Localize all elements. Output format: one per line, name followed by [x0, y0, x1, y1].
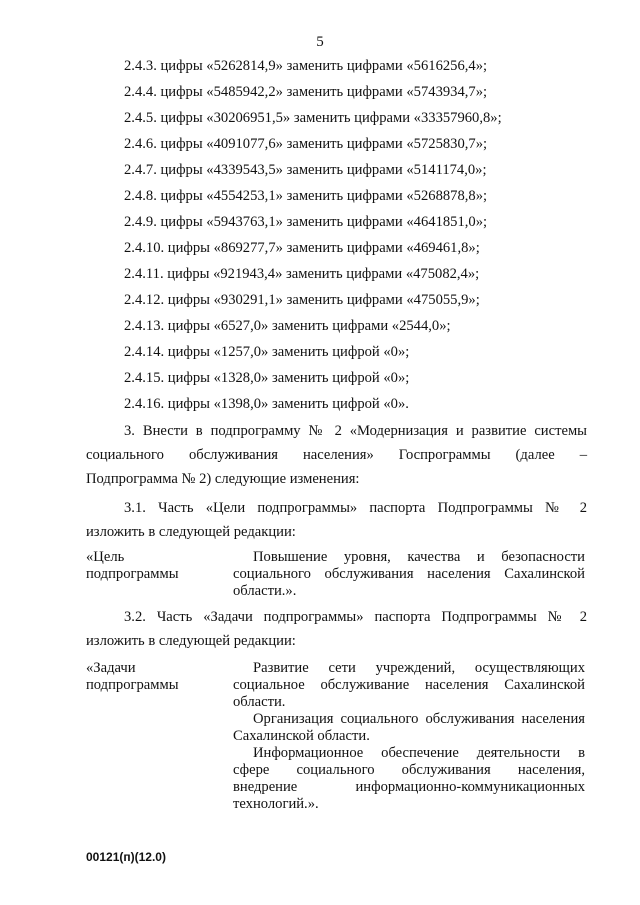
goal-text-line: Повышение уровня, качества и безопасности [253, 549, 585, 565]
section-3-1-line: изложить в следующей редакции: [86, 524, 296, 540]
section-3-line: Подпрограмма № 2) следующие изменения: [86, 471, 360, 487]
section-3-2-line: 3.2. Часть «Задачи подпрограммы» паспорта Подпрограммы № 2 [124, 609, 587, 625]
section-3-paragraph [86, 419, 587, 491]
amendment-item-2-4-10: 2.4.10. цифры «869277,7» заменить цифрами «469461,8»; [124, 240, 480, 256]
task-text-line: сфере социального обслуживания населения, [233, 762, 585, 778]
section-3-1-paragraph [86, 496, 587, 544]
section-3-1-line: 3.1. Часть «Цели подпрограммы» паспорта Подпрограммы № 2 [124, 500, 587, 516]
task-text-line: технологий.». [233, 796, 319, 812]
task-text-line: внедрение информационно-коммуникационных [233, 779, 585, 795]
amendment-item-2-4-11: 2.4.11. цифры «921943,4» заменить цифрами «475082,4»; [124, 266, 480, 282]
amendment-item-2-4-16: 2.4.16. цифры «1398,0» заменить цифрой «0». [124, 396, 409, 412]
amendment-item-2-4-6: 2.4.6. цифры «4091077,6» заменить цифрами «5725830,7»; [124, 136, 488, 152]
amendment-item-2-4-14: 2.4.14. цифры «1257,0» заменить цифрой «0»; [124, 344, 410, 360]
goal-label-line: «Цель [86, 549, 125, 565]
document-code-footer: 00121(п)(12.0) [86, 850, 166, 864]
goal-text-line: социального обслуживания населения Сахалинской [233, 566, 585, 582]
amendment-item-2-4-15: 2.4.15. цифры «1328,0» заменить цифрой «0»; [124, 370, 410, 386]
goal-label-line: подпрограммы [86, 566, 179, 582]
amendment-item-2-4-9: 2.4.9. цифры «5943763,1» заменить цифрами «4641851,0»; [124, 214, 488, 230]
task-text-line: социальное обслуживание населения Сахалинской [233, 677, 585, 693]
task-text-line: Организация социального обслуживания населения [253, 711, 585, 727]
goal-text-line: области.». [233, 583, 297, 599]
task-text-line: Развитие сети учреждений, осуществляющих [253, 660, 585, 676]
task-text-line: Сахалинской области. [233, 728, 370, 744]
amendment-item-2-4-3: 2.4.3. цифры «5262814,9» заменить цифрами «5616256,4»; [124, 58, 488, 74]
amendment-item-2-4-13: 2.4.13. цифры «6527,0» заменить цифрами «2544,0»; [124, 318, 451, 334]
section-3-2-line: изложить в следующей редакции: [86, 633, 296, 649]
tasks-table-label [86, 660, 179, 694]
amendment-item-2-4-7: 2.4.7. цифры «4339543,5» заменить цифрами «5141174,0»; [124, 162, 487, 178]
section-3-2-paragraph [86, 605, 587, 653]
tasks-label-line: подпрограммы [86, 677, 179, 693]
goal-table-content [233, 549, 585, 600]
amendment-item-2-4-12: 2.4.12. цифры «930291,1» заменить цифрами «475055,9»; [124, 292, 480, 308]
amendment-item-2-4-8: 2.4.8. цифры «4554253,1» заменить цифрами «5268878,8»; [124, 188, 488, 204]
section-3-line: 3. Внести в подпрограмму № 2 «Модернизация и развитие системы [124, 423, 587, 439]
goal-table-label [86, 549, 179, 583]
tasks-label-line: «Задачи [86, 660, 136, 676]
task-text-line: области. [233, 694, 286, 710]
amendment-item-2-4-4: 2.4.4. цифры «5485942,2» заменить цифрами «5743934,7»; [124, 84, 488, 100]
amendment-item-2-4-5: 2.4.5. цифры «30206951,5» заменить цифрами «33357960,8»; [124, 110, 502, 126]
task-text-line: Информационное обеспечение деятельности в [253, 745, 585, 761]
section-3-line: социального обслуживания населения» Госпрограммы (далее – [86, 447, 587, 463]
page-number: 5 [316, 34, 324, 50]
tasks-table-content [233, 660, 585, 813]
